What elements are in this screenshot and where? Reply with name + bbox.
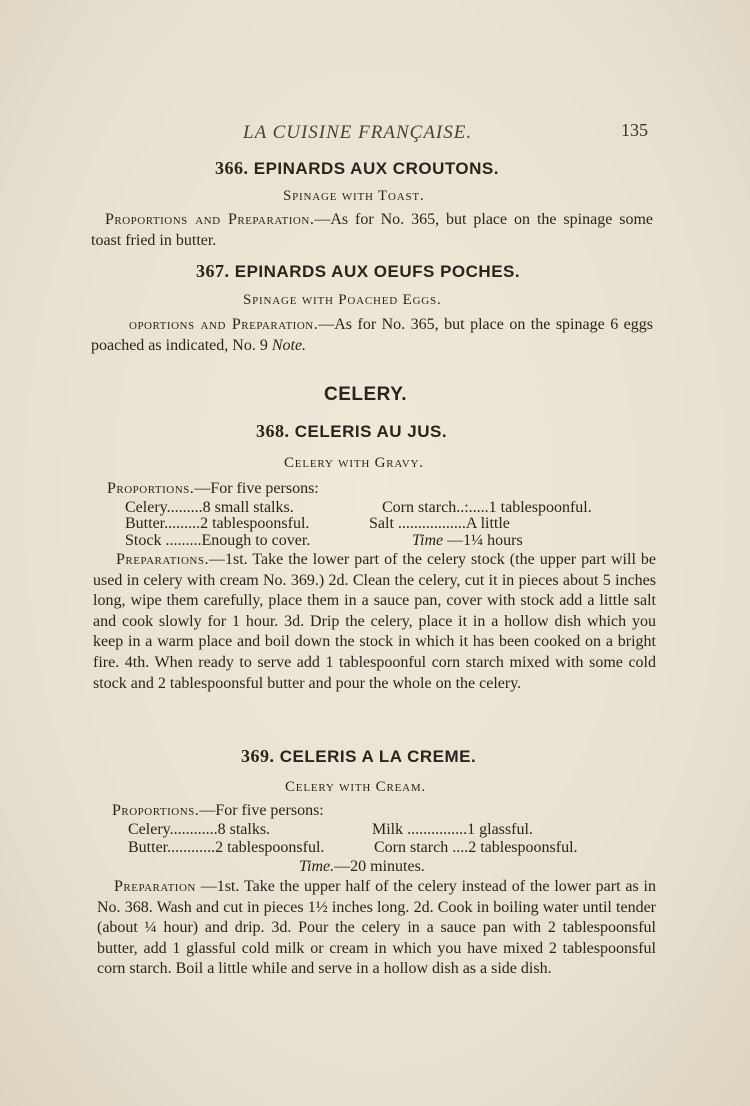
recipe-367-instructions	[91, 315, 653, 356]
time-label: Time	[412, 532, 444, 549]
recipe-title: EPINARDS AUX OEUFS POCHES.	[234, 262, 521, 281]
preparation-lead: Preparation	[114, 878, 196, 895]
proportions-lead: oportions and Preparation.	[129, 316, 319, 333]
recipe-369-subtitle: Celery with Cream.	[285, 779, 426, 795]
recipe-368-proportions	[107, 480, 319, 498]
recipe-367-heading	[196, 261, 520, 282]
page-number: 135	[621, 120, 648, 140]
instructions-text: —As for No. 365, but place on the spinage some toast fried in butter.	[91, 211, 653, 249]
time-text: —1¼ hours	[447, 532, 523, 549]
recipe-368-subtitle: Celery with Gravy.	[284, 455, 424, 471]
proportions-text: —For five persons:	[199, 802, 324, 819]
recipe-title: EPINARDS AUX CROUTONS.	[253, 159, 499, 178]
recipe-369-time	[299, 858, 425, 876]
ingredient-left: Celery.........8 small stalks.	[125, 499, 294, 516]
ingredient-left: Butter............2 tablespoonsful.	[128, 839, 325, 856]
ingredient-right: Corn starch..:.....1 tablespoonful.	[382, 499, 592, 516]
recipe-366-subtitle: Spinage with Toast.	[283, 188, 425, 204]
recipe-369-heading	[241, 746, 476, 767]
ingredient-right: Salt .................A little	[369, 515, 510, 532]
ingredient-left: Stock .........Enough to cover.	[125, 532, 311, 549]
preparation-text: —1st. Take the upper half of the celery instead of the lower part as in No. 368. Wash and cut in pieces 1½ inches long. 2d. Cook in boiling water until tender (about ¼ hour) and drip. 3d. Pour the celery in a sauce pan with 2 tablespoonsful butter, add 1 glassful cold milk or cream in which you have mixed 2 tablespoonsful corn starch. Boil a little while and serve in a hollow dish as a side dish.	[97, 878, 656, 978]
proportions-lead: Proportions.	[112, 802, 200, 819]
ingredient-left: Butter.........2 tablespoonsful.	[125, 515, 310, 532]
time-value	[412, 532, 523, 550]
recipe-367-subtitle: Spinage with Poached Eggs.	[243, 292, 442, 308]
recipe-number: 367.	[196, 261, 230, 281]
recipe-number: 369.	[241, 746, 275, 766]
recipe-368-preparation	[93, 550, 656, 694]
recipe-366-instructions	[91, 210, 653, 251]
time-label: Time.	[299, 858, 335, 875]
ingredient-right: Milk ...............1 glassful.	[372, 821, 533, 838]
recipe-368-heading	[256, 421, 447, 442]
section-title: CELERY.	[324, 384, 408, 405]
recipe-369-proportions	[112, 802, 324, 820]
recipe-title: CELERIS AU JUS.	[294, 422, 448, 441]
recipe-title: CELERIS A LA CREME.	[279, 747, 477, 766]
instructions-text: —As for No. 365, but place on the spinage 6 eggs poached as indicated, No. 9	[91, 316, 653, 354]
proportions-lead: Proportions.	[107, 480, 195, 497]
running-title: LA CUISINE FRANÇAISE.	[243, 122, 473, 143]
ingredient-right: Corn starch ....2 tablespoonsful.	[374, 839, 578, 856]
proportions-text: —For five persons:	[194, 480, 319, 497]
recipe-number: 366.	[215, 158, 249, 178]
recipe-number: 368.	[256, 421, 290, 441]
recipe-366-heading	[215, 158, 499, 179]
time-text: —20 minutes.	[334, 858, 425, 875]
preparation-lead: Preparations.	[116, 551, 209, 568]
proportions-lead: Proportions and Preparation.	[105, 211, 315, 228]
note-link: Note.	[271, 336, 307, 354]
ingredient-left: Celery............8 stalks.	[128, 821, 271, 838]
preparation-text: —1st. Take the lower part of the celery stock (the upper part will be used in celery with cream No. 369.) 2d. Clean the celery, cut it in pieces about 5 inches long, wipe them carefully, place them in a sauce pan, cover with stock add a little salt and cook slowly for 1 hour. 3d. Drip the celery, place it in a hollow dish which you keep in a warm place and boil down the stock in which it has been cooked on a bright fire. 4th. When ready to serve add 1 tablespoonful corn starch mixed with some cold stock and 2 tablespoonsful butter and pour the whole on the celery.	[93, 551, 656, 692]
recipe-369-preparation	[97, 877, 656, 980]
